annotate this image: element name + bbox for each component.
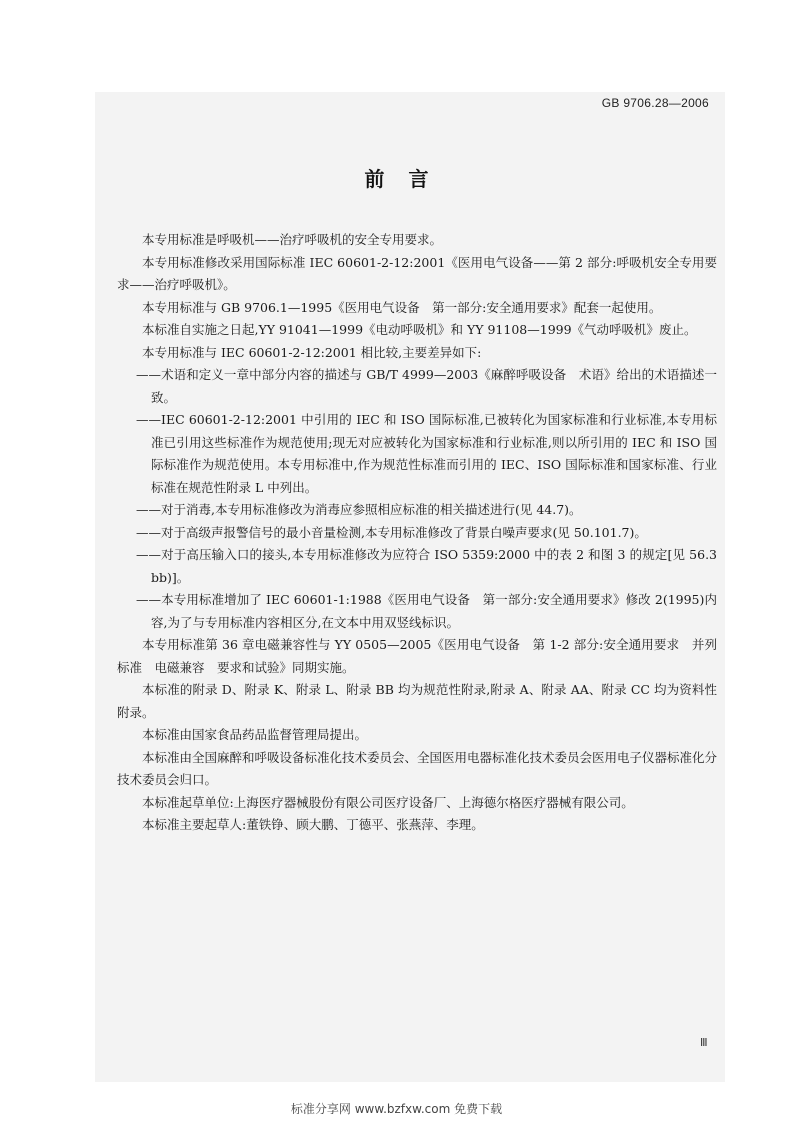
difference-item: ——术语和定义一章中部分内容的描述与 GB/T 4999—2003《麻醉呼吸设备 术语》给出的术语描述一致。 bbox=[136, 367, 717, 405]
paragraph: 本标准由全国麻醉和呼吸设备标准化技术委员会、全国医用电器标准化技术委员会医用电子仪器标准化分技术委员会归口。 bbox=[117, 749, 718, 787]
paragraph: 本标准的附录 D、附录 K、附录 L、附录 BB 均为规范性附录,附录 A、附录 AA、附录 CC 均为资料性附录。 bbox=[117, 682, 717, 720]
paragraph: 本标准自实施之日起,YY 91041—1999《电动呼吸机》和 YY 91108—1999《气动呼吸机》废止。 bbox=[142, 322, 697, 337]
paragraph: 本专用标准与 GB 9706.1—1995《医用电气设备 第一部分:安全通用要求》配套一起使用。 bbox=[142, 299, 662, 315]
difference-item: ——对于消毒,本专用标准修改为消毒应参照相应标准的相关描述进行(见 44.7)。 bbox=[136, 502, 582, 517]
foreword-body bbox=[117, 229, 717, 837]
difference-item: ——IEC 60601-2-12:2001 中引用的 IEC 和 ISO 国际标准,已被转化为国家标准和行业标准,本专用标准已引用这些标准作为规范使用;现无对应被转化为国家标准和行业标准,则以所引用的 IEC 和 ISO 国际标准作为规范使用。本专用标准中,作为规范性标准而引用的 IEC、ISO 国际标准和国家标准、行业标准在规范性附录 L 中列出。 bbox=[136, 412, 717, 495]
paragraph: 本标准起草单位:上海医疗器械股份有限公司医疗设备厂、上海德尔格医疗器械有限公司。 bbox=[142, 794, 634, 810]
paragraph: 本专用标准修改采用国际标准 IEC 60601-2-12:2001《医用电气设备——第 2 部分:呼吸机安全专用要求——治疗呼吸机》。 bbox=[117, 254, 717, 292]
standard-number: GB 9706.28—2006 bbox=[601, 96, 709, 110]
page-title: 前言 bbox=[364, 167, 453, 191]
page-number: Ⅲ bbox=[700, 1037, 708, 1049]
paragraph: 本标准由国家食品药品监督管理局提出。 bbox=[142, 727, 368, 742]
difference-item: ——本专用标准增加了 IEC 60601-1:1988《医用电气设备 第一部分:安全通用要求》修改 2(1995)内容,为了与专用标准内容相区分,在文本中用双竖线标识。 bbox=[136, 592, 717, 630]
difference-item: ——对于高级声报警信号的最小音量检测,本专用标准修改了背景白噪声要求(见 50.101.7)。 bbox=[136, 524, 647, 540]
paragraph: 本标准主要起草人:董铁铮、顾大鹏、丁德平、张燕萍、李理。 bbox=[142, 817, 484, 832]
paragraph: 本专用标准是呼吸机——治疗呼吸机的安全专用要求。 bbox=[142, 232, 443, 247]
footer-watermark: 标准分享网 www.bzfxw.com 免费下载 bbox=[290, 1102, 503, 1116]
difference-item: ——对于高压输入口的接头,本专用标准修改为应符合 ISO 5359:2000 中的表 2 和图 3 的规定[见 56.3 bb)]。 bbox=[136, 547, 717, 585]
paragraph: 本专用标准与 IEC 60601-2-12:2001 相比较,主要差异如下: bbox=[142, 344, 482, 360]
paragraph: 本专用标准第 36 章电磁兼容性与 YY 0505—2005《医用电气设备 第 1-2 部分:安全通用要求 并列标准 电磁兼容 要求和试验》同期实施。 bbox=[117, 637, 717, 675]
